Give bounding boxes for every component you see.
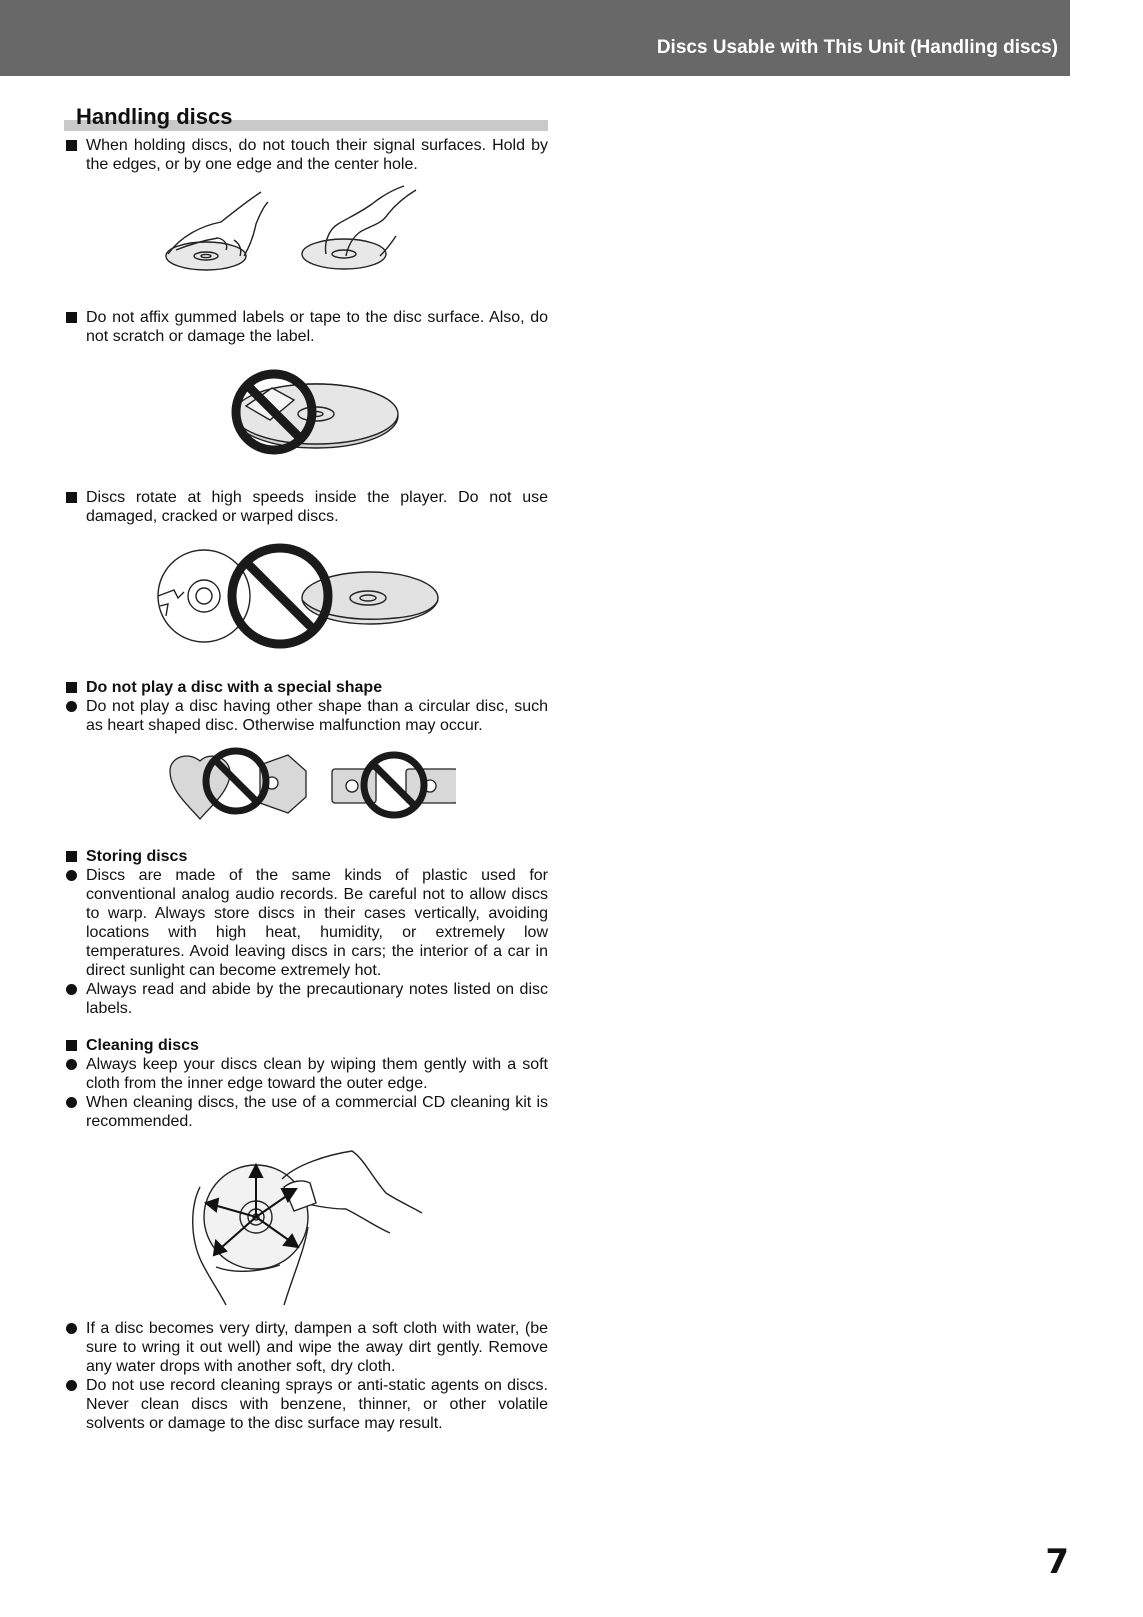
- cleaning-bullet-2-text: When cleaning discs, the use of a commercial CD cleaning kit is recommended.: [86, 1094, 548, 1130]
- round-bullet-icon: [66, 984, 77, 995]
- storing-heading-text: Storing discs: [86, 848, 188, 865]
- item-hold: [64, 136, 548, 174]
- square-bullet-icon: [66, 312, 77, 323]
- after-bullet-2: [64, 1376, 548, 1433]
- cleaning-bullet-1-text: Always keep your discs clean by wiping them gently with a soft cloth from the inner edge toward the outer edge.: [86, 1056, 548, 1092]
- cleaning-heading: [64, 1036, 548, 1055]
- storing-bullet-1-text: Discs are made of the same kinds of plastic used for conventional analog audio records. Be careful not to allow discs to warp. Always store discs in their cases vertically, avoiding locations with high heat, humidity, or extremely low temperatures. Avoid leaving discs in cars; the interior of a car in direct sunlight can become extremely hot.: [86, 867, 548, 979]
- round-bullet-icon: [66, 1059, 77, 1070]
- round-bullet-icon: [66, 1323, 77, 1334]
- storing-bullet-2: [64, 980, 548, 1018]
- cleaning-heading-text: Cleaning discs: [86, 1037, 199, 1054]
- cleaning-bullet-2: [64, 1093, 548, 1131]
- special-shape-bullet: [64, 697, 548, 735]
- item-labels: [64, 308, 548, 346]
- special-shape-heading-text: Do not play a disc with a special shape: [86, 679, 383, 696]
- no-labels-figure: [186, 358, 426, 468]
- square-bullet-icon: [66, 851, 77, 862]
- square-bullet-icon: [66, 1040, 77, 1051]
- page-number: 7: [1045, 1542, 1069, 1582]
- header-title: Discs Usable with This Unit (Handling discs): [656, 37, 1058, 58]
- round-bullet-icon: [66, 1097, 77, 1108]
- after-bullet-2-text: Do not use record cleaning sprays or anti-static agents on discs. Never clean discs with benzene, thinner, or other volatile solvents or damage to the disc surface may result.: [86, 1377, 548, 1432]
- storing-bullet-1: [64, 866, 548, 980]
- item-damaged: [64, 488, 548, 526]
- item-damaged-text: Discs rotate at high speeds inside the player. Do not use damaged, cracked or warped discs.: [86, 489, 548, 525]
- section-heading: [64, 104, 548, 132]
- cleaning-bullet-1: [64, 1055, 548, 1093]
- item-hold-text: When holding discs, do not touch their signal surfaces. Hold by the edges, or by one edge and the center hole.: [86, 137, 548, 173]
- after-bullet-1-text: If a disc becomes very dirty, dampen a soft cloth with water, (be sure to wring it out well) and wipe the away dirt gently. Remove any water drops with another soft, dry cloth.: [86, 1320, 548, 1375]
- section-title: Handling discs: [76, 104, 233, 129]
- square-bullet-icon: [66, 682, 77, 693]
- square-bullet-icon: [66, 140, 77, 151]
- content-column: [64, 104, 548, 1433]
- special-shape-heading: [64, 678, 548, 697]
- holding-discs-figure: [156, 184, 456, 294]
- round-bullet-icon: [66, 701, 77, 712]
- storing-bullet-2-text: Always read and abide by the precautionary notes listed on disc labels.: [86, 981, 548, 1017]
- after-bullet-1: [64, 1319, 548, 1376]
- item-labels-text: Do not affix gummed labels or tape to the disc surface. Also, do not scratch or damage the label.: [86, 309, 548, 345]
- damaged-discs-figure: [156, 540, 456, 656]
- round-bullet-icon: [66, 1380, 77, 1391]
- cleaning-disc-figure: [176, 1147, 436, 1307]
- round-bullet-icon: [66, 870, 77, 881]
- special-shape-bullet-text: Do not play a disc having other shape than a circular disc, such as heart shaped disc. Otherwise malfunction may occur.: [86, 698, 548, 734]
- square-bullet-icon: [66, 492, 77, 503]
- storing-heading: [64, 847, 548, 866]
- header-bar: [0, 0, 1070, 76]
- special-shape-figure: [156, 745, 456, 827]
